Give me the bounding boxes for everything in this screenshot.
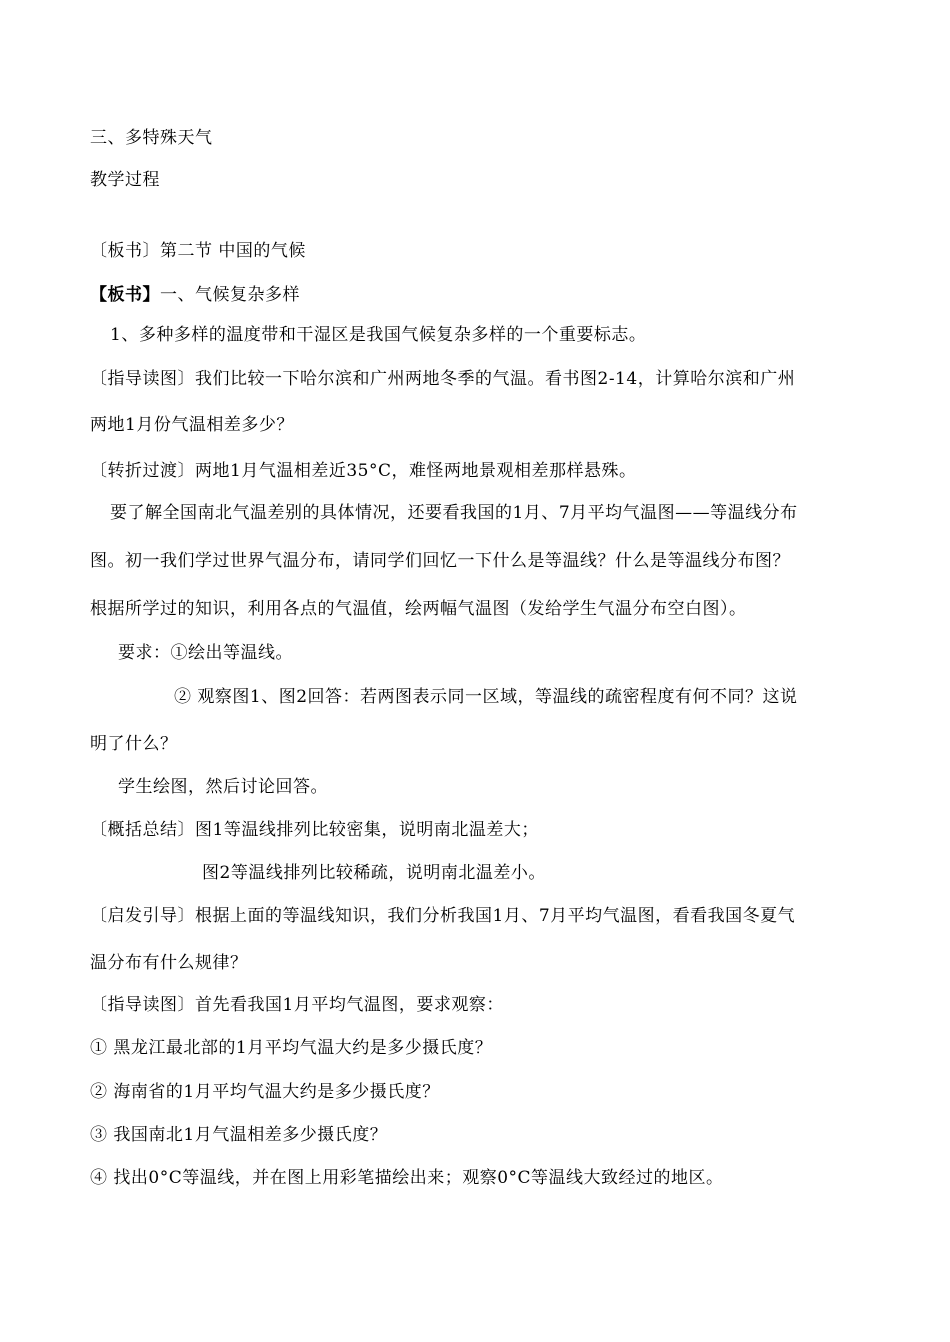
- requirement-item: ② 观察图1、图2回答：若两图表示同一区域，等温线的疏密程度有何不同？这说: [174, 687, 798, 707]
- question-item: ③ 我国南北1月气温相差多少摄氏度？: [90, 1125, 388, 1145]
- paragraph: 学生绘图，然后讨论回答。: [118, 777, 328, 797]
- paragraph: 两地1月份气温相差多少？: [90, 415, 294, 435]
- paragraph: 〔指导读图〕首先看我国1月平均气温图，要求观察：: [90, 995, 504, 1015]
- board-heading-section: 〔板书〕第二节 中国的气候: [90, 241, 306, 261]
- board-label: 【板书】: [90, 285, 160, 305]
- paragraph: 图。初一我们学过世界气温分布，请同学们回忆一下什么是等温线？什么是等温线分布图？: [90, 551, 790, 571]
- paragraph: 明了什么？: [90, 734, 178, 754]
- section-title: 三、多特殊天气: [90, 128, 213, 148]
- board-topic-text: 一、气候复杂多样: [160, 285, 300, 305]
- question-item: ② 海南省的1月平均气温大约是多少摄氏度？: [90, 1082, 440, 1102]
- process-title: 教学过程: [90, 170, 160, 190]
- paragraph: 要了解全国南北气温差别的具体情况，还要看我国的1月、7月平均气温图——等温线分布: [110, 503, 798, 523]
- paragraph: 〔指导读图〕我们比较一下哈尔滨和广州两地冬季的气温。看书图2-14，计算哈尔滨和广州: [90, 369, 796, 389]
- paragraph: 〔启发引导〕根据上面的等温线知识，我们分析我国1月、7月平均气温图，看看我国冬夏气: [90, 906, 796, 926]
- board-heading-topic: [90, 284, 300, 306]
- requirement-item: 要求：①绘出等温线。: [118, 643, 293, 663]
- paragraph: 1、多种多样的温度带和干湿区是我国气候复杂多样的一个重要标志。: [110, 325, 647, 345]
- paragraph: 根据所学过的知识，利用各点的气温值，绘两幅气温图（发给学生气温分布空白图）。: [90, 599, 747, 619]
- paragraph: 〔概括总结〕图1等温线排列比较密集，说明南北温差大；: [90, 820, 539, 840]
- paragraph: 〔转折过渡〕两地1月气温相差近35°C，难怪两地景观相差那样悬殊。: [90, 461, 637, 481]
- question-item: ① 黑龙江最北部的1月平均气温大约是多少摄氏度？: [90, 1038, 493, 1058]
- question-item: ④ 找出0°C等温线，并在图上用彩笔描绘出来；观察0°C等温线大致经过的地区。: [90, 1168, 724, 1188]
- paragraph: 图2等温线排列比较稀疏，说明南北温差小。: [202, 863, 546, 883]
- paragraph: 温分布有什么规律？: [90, 953, 248, 973]
